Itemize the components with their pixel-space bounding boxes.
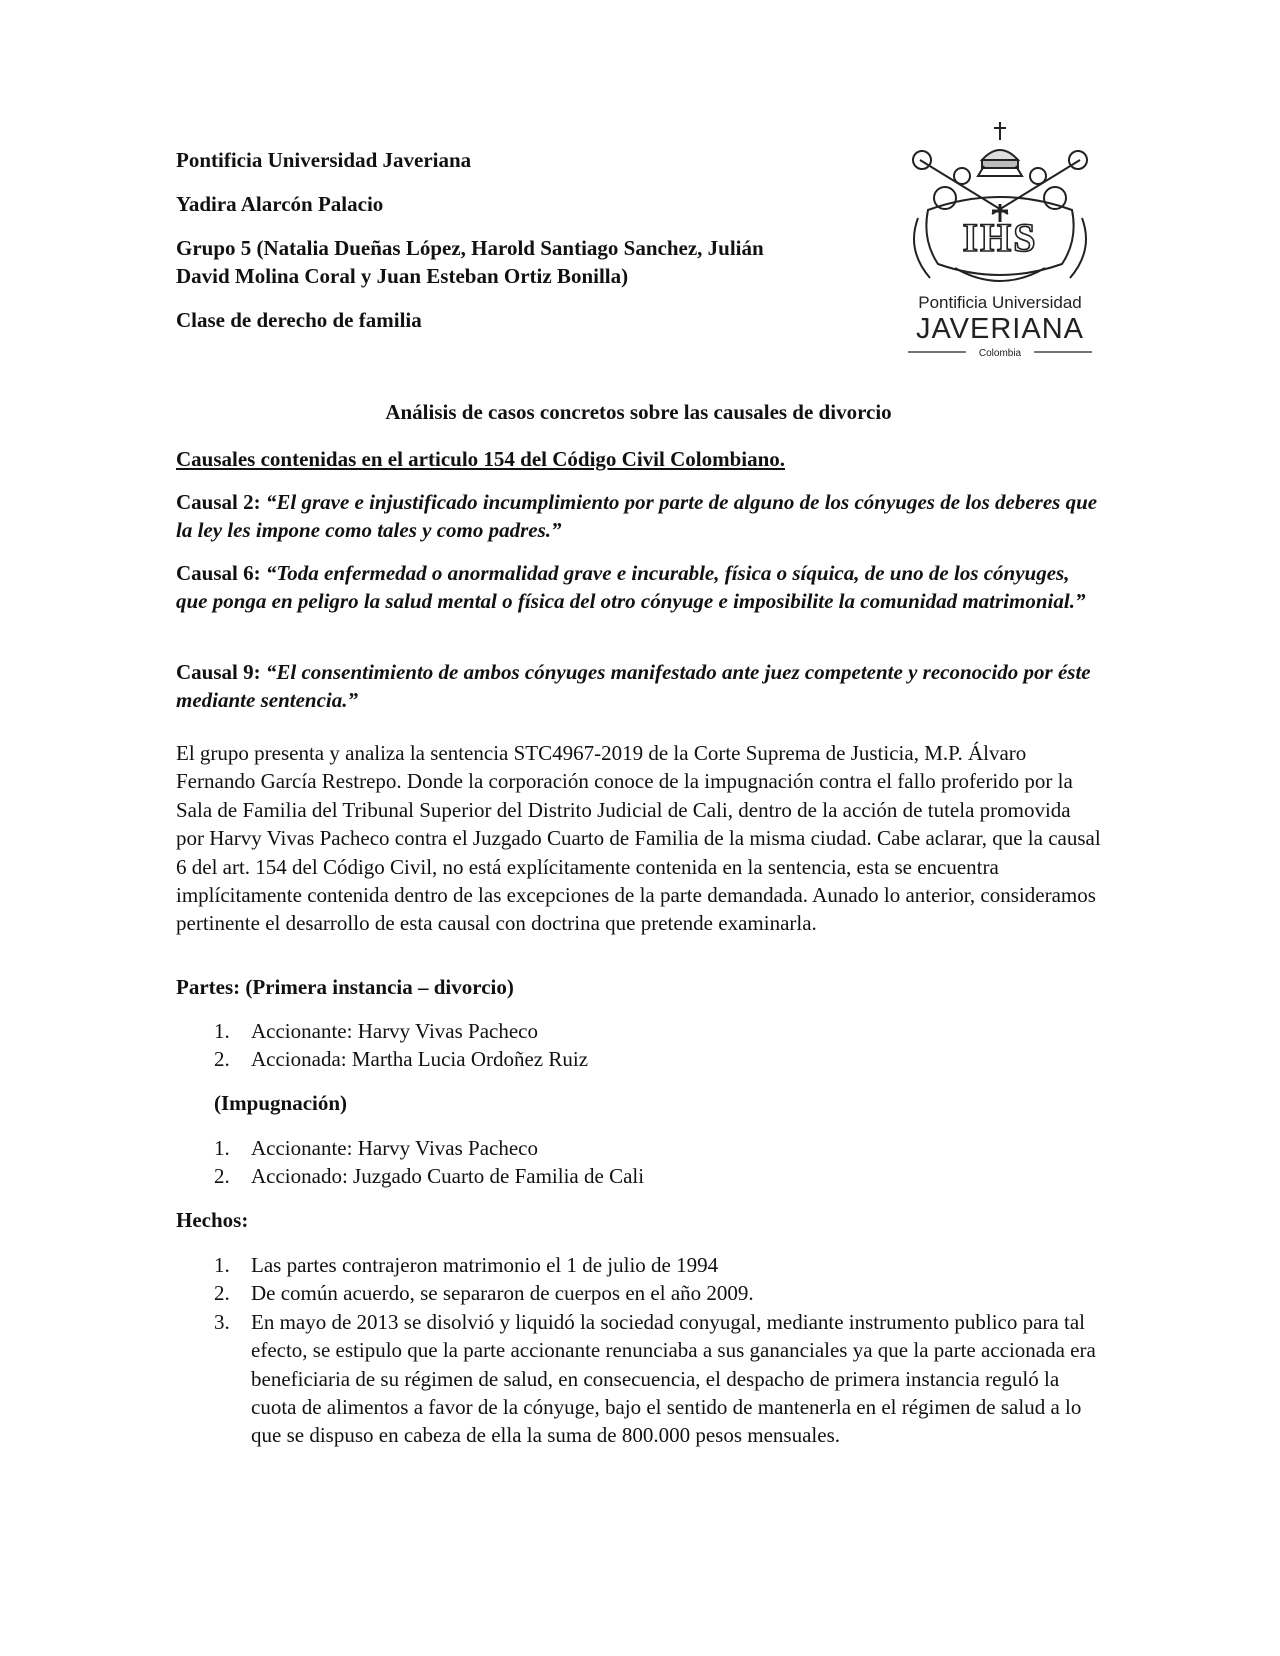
group-line-1: Grupo 5 (Natalia Dueñas López, Harold Santiago Sanchez, Julián xyxy=(176,236,764,260)
logo-monogram: IHS xyxy=(962,215,1038,260)
document-title: Análisis de casos concretos sobre las causales de divorcio xyxy=(385,400,892,424)
partes-heading: Partes: (Primera instancia – divorcio) xyxy=(176,975,514,999)
causal-6 xyxy=(176,559,1101,615)
causal-9 xyxy=(176,658,1101,714)
causal-label: Causal 2: xyxy=(176,490,266,514)
list-item: 1. Las partes contrajeron matrimonio el 1 de julio de 1994 xyxy=(214,1253,719,1277)
group-line-2: David Molina Coral y Juan Esteban Ortiz Bonilla) xyxy=(176,264,629,288)
logo-line-2: JAVERIANA xyxy=(915,313,1085,345)
causal-2 xyxy=(176,488,1101,544)
list-item: 3. En mayo de 2013 se disolvió y liquidó la sociedad conyugal, mediante instrumento publico para tal efecto, se estipulo que la parte accionante renunciaba a sus gananciales ya que la parte accionada era beneficiaria de su régimen de salud, en consecuencia, el despacho de primera instancia reguló la cuota de alimentos a favor de la cónyuge, bajo el sentido de mantenerla en el régimen de salud a lo que se dispuso en cabeza de ella la suma de 800.000 pesos mensuales. xyxy=(214,1309,1096,1448)
list-item: 2. Accionado: Juzgado Cuarto de Familia de Cali xyxy=(214,1164,645,1189)
causal-text: “El grave e injustificado incumplimiento por parte de alguno de los cónyuges de los deberes que la ley les impone como tales y como padres.” xyxy=(176,490,1098,542)
logo-line-1: Pontificia Universidad xyxy=(918,293,1082,312)
section-heading: Causales contenidas en el articulo 154 del Código Civil Colombiano. xyxy=(176,447,786,471)
list-item: 1. Accionante: Harvy Vivas Pacheco xyxy=(214,1019,538,1043)
causal-label: Causal 6: xyxy=(176,561,266,585)
list-item: 2. De común acuerdo, se separaron de cuerpos en el año 2009. xyxy=(214,1281,754,1306)
impugnacion-list xyxy=(0,1134,1101,1191)
partes-list xyxy=(0,1017,1101,1074)
course-name: Clase de derecho de familia xyxy=(176,308,422,332)
intro-paragraph: El grupo presenta y analiza la sentencia STC4967-2019 de la Corte Suprema de Justicia, M.P. Álvaro Fernando García Restrepo. Donde la corporación conoce de la impugnación contra el fallo proferido por la Sala de Familia del Tribunal Superior del Distrito Judicial de Cali, dentro de la acción de tutela promovida por Harvy Vivas Pacheco contra el Juzgado Cuarto de Familia de la misma ciudad. Cabe aclarar, que la causal 6 del art. 154 del Código Civil, no está explícitamente contenida en la sentencia, esta se encuentra implícitamente contenida dentro de las excepciones de la parte demandada. Aunado lo anterior, consideramos pertinente el desarrollo de esta causal con doctrina que pretende examinarla. xyxy=(176,741,1101,936)
list-item: 2. Accionada: Martha Lucia Ordoñez Ruiz xyxy=(214,1047,589,1072)
list-item: 1. Accionante: Harvy Vivas Pacheco xyxy=(214,1136,538,1160)
causal-text: “El consentimiento de ambos cónyuges manifestado ante juez competente y reconocido por éste mediante sentencia.” xyxy=(176,660,1091,712)
logo-line-3: Colombia xyxy=(978,348,1022,359)
professor-name: Yadira Alarcón Palacio xyxy=(176,192,384,216)
university-logo xyxy=(900,118,1100,362)
impugnacion-heading: (Impugnación) xyxy=(214,1091,348,1115)
causal-text: “Toda enfermedad o anormalidad grave e incurable, física o síquica, de uno de los cónyuges, que ponga en peligro la salud mental o física del otro cónyuge e imposibilite la comunidad matrimonial.” xyxy=(176,561,1086,613)
university-name: Pontificia Universidad Javeriana xyxy=(176,148,472,172)
causal-label: Causal 9: xyxy=(176,660,266,684)
hechos-list xyxy=(0,1251,1101,1450)
hechos-heading: Hechos: xyxy=(176,1208,249,1232)
